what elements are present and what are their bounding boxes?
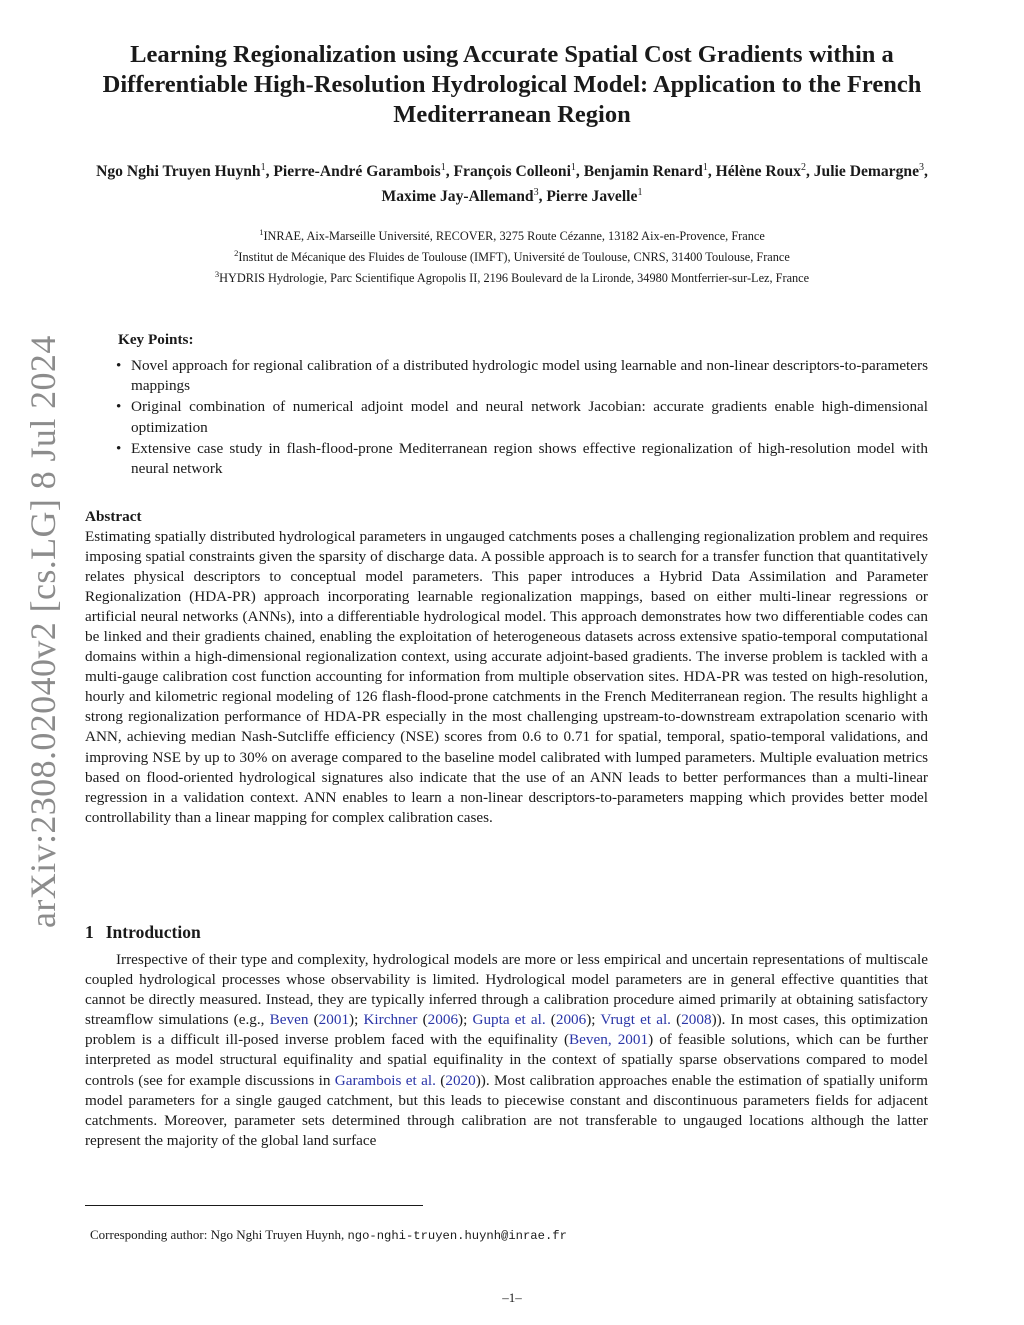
footnote-label: Corresponding author: Ngo Nghi Truyen Huynh, — [90, 1227, 348, 1242]
intro-text: ); — [458, 1011, 473, 1029]
key-point-item — [116, 439, 928, 479]
footnote — [90, 1227, 567, 1243]
author-affiliation-marker: 1 — [260, 162, 266, 173]
author-affiliation-marker: 1 — [702, 162, 708, 173]
key-point-item — [116, 356, 928, 396]
intro-text: ( — [670, 1011, 682, 1029]
citation-link[interactable]: 2008 — [681, 1011, 712, 1029]
key-points-heading: Key Points: — [118, 331, 194, 348]
footnote-divider — [85, 1205, 423, 1206]
affiliation-text: Institut de Mécanique des Fluides de Toulouse (IMFT), Université de Toulouse, CNRS, 31400 Toulouse, France — [238, 250, 790, 265]
affiliation-text: HYDRIS Hydrologie, Parc Scientifique Agropolis II, 2196 Boulevard de la Lironde, 34980 Montferrier-sur-Lez, France — [219, 271, 810, 286]
intro-text: ( — [435, 1071, 446, 1089]
key-points-list — [116, 356, 928, 480]
key-point-item — [116, 397, 928, 437]
author-affiliation-marker: 3 — [919, 162, 924, 173]
author-affiliation-marker: 1 — [440, 162, 446, 173]
intro-text: ); — [349, 1011, 364, 1029]
author-name: Julie Demargne — [813, 163, 919, 181]
citation-link[interactable]: 2001 — [318, 1011, 350, 1029]
bullet-icon: • — [116, 398, 122, 416]
affiliation-text: INRAE, Aix-Marseille Université, RECOVER, 3275 Route Cézanne, 13182 Aix-en-Provence, France — [263, 229, 765, 244]
author-affiliation-marker: 3 — [533, 187, 539, 199]
intro-text: ( — [417, 1011, 428, 1029]
citation-link[interactable]: 2020 — [445, 1071, 476, 1089]
affiliation-line — [60, 266, 964, 287]
section-title: Introduction — [105, 922, 201, 942]
section-number: 1 — [85, 922, 94, 942]
citation-link[interactable]: Beven — [269, 1011, 309, 1029]
abstract-text: Estimating spatially distributed hydrological parameters in ungauged catchments poses a challenging regionalization problem and requires imposing spatial constraints given the sparsity of discharge data. A possible approach is to search for a transfer function that quantitatively relates physical descriptors to conceptual model parameters. This paper introduces a Hybrid Data Assimilation and Parameter Regionalization (HDA-PR) approach incorporating learnable regionalization mappings, based on either multi-linear regressions or artificial neural networks (ANNs), into a differentiable hydrological model. This approach demonstrates how two differentiable codes can be linked and their gradients chained, enabling the exploitation of heterogeneous datasets across extensive spatio-temporal computational domains within a high-dimensional regionalization context, using accurate adjoint-based gradients. The inverse problem is tackled with a multi-gauge calibration cost function accounting for information from multiple observation sites. HDA-PR was tested on high-resolution, hourly and kilometric regional modeling of 126 flash-flood-prone catchments in the French Mediterranean region. The results highlight a strong regionalization performance of HDA-PR especially in the most challenging upstream-to-downstream extrapolation scenario with ANN, achieving median Nash-Sutcliffe efficiency (NSE) scores from 0.6 to 0.71 for spatial, temporal, spatio-temporal validations, and improving NSE by up to 30% on average compared to the baseline model calibrated with lumped parameters. Multiple evaluation metrics based on flood-oriented hydrological signatures also indicate that the use of an ANN leads to better performances than a multi-linear regression in a validation context. ANN enables to learn a non-linear descriptors-to-parameters mapping which provides better model controllability than a linear mapping for complex calibration cases. — [85, 528, 928, 826]
citation-link[interactable]: Beven, 2001 — [569, 1031, 649, 1049]
paper-title: Learning Regionalization using Accurate Spatial Cost Gradients within a Differentiable High-Resolution Hydrological Model: Application to the French Mediterranean Region — [102, 41, 922, 128]
author-list: Ngo Nghi Truyen Huynh$^1$, Pierre-André Garambois$^1$, François Colleoni$^1$, Benjamin Renard$^1$, Hélène Roux$^2$, Julie Demargne$^3$, Maxime Jay-Allemand$^3$, Pierre Javelle$^1$ — [96, 162, 928, 206]
citation-link[interactable]: Kirchner — [363, 1011, 418, 1029]
key-point-text: Extensive case study in flash-flood-prone Mediterranean region shows effective regionalization of high-resolution model with neural network — [131, 439, 928, 478]
intro-text: )). In most cases, this optimization problem is a difficult ill-posed inverse problem faced with the equifinality ( — [85, 1011, 929, 1049]
author-name: Maxime Jay-Allemand — [381, 188, 534, 206]
affiliation-number: 3 — [214, 269, 220, 280]
abstract-heading: Abstract — [85, 508, 142, 525]
author-affiliation-marker: 1 — [570, 162, 576, 173]
author-name: Benjamin Renard — [583, 163, 703, 181]
affiliation-number: 1 — [259, 227, 264, 237]
affiliation-list — [60, 224, 964, 287]
author-name: Pierre Javelle — [546, 188, 638, 206]
page-number: –1– — [502, 1290, 522, 1305]
intro-text: ) of feasible solutions, which can be further interpreted as model structural equifinality and spatial equifinality in the context of spatially sparse observations compared to model controls (see for example discussions in — [85, 1031, 928, 1089]
affiliation-line — [60, 224, 964, 245]
author-affiliation-marker: 1 — [637, 187, 643, 199]
citation-link[interactable]: 2006 — [555, 1011, 587, 1029]
author-email-link[interactable]: ngo-nghi-truyen.huynh@inrae.fr — [347, 1229, 567, 1243]
key-point-text: Original combination of numerical adjoint model and neural network Jacobian: accurate gradients enable high-dimensional optimization — [131, 398, 928, 436]
bullet-icon: • — [116, 439, 122, 457]
intro-text: ( — [308, 1011, 319, 1029]
author-name: Ngo Nghi Truyen Huynh — [96, 163, 261, 181]
citation-link[interactable]: Vrugt et al. — [600, 1011, 671, 1029]
intro-text: )). Most calibration approaches enable the estimation of spatially uniform model parameters for a single gauged catchment, but this leads to piecewise constant and discontinuous parameters fields for adjacent catchments. Moreover, parameter sets determined through calibration are not transferable to ungauged locations although the latter represent the majority of the global land surface — [85, 1071, 928, 1149]
citation-link[interactable]: 2006 — [427, 1011, 459, 1029]
citation-link[interactable]: Gupta et al. — [472, 1011, 546, 1029]
intro-text: ); — [586, 1011, 601, 1029]
introduction-paragraph — [85, 950, 928, 1151]
author-name: Pierre-André Garambois — [273, 163, 441, 181]
author-name: François Colleoni — [453, 163, 571, 181]
section-heading-introduction — [85, 922, 201, 943]
affiliation-line — [60, 245, 964, 266]
author-name: Hélène Roux — [715, 163, 801, 181]
key-point-text: Novel approach for regional calibration of a distributed hydrologic model using learnable and non-linear descriptors-to-parameters mappings — [131, 357, 928, 395]
affiliation-number: 2 — [234, 248, 239, 259]
intro-text: ( — [545, 1011, 556, 1029]
author-affiliation-marker: 2 — [800, 162, 806, 173]
bullet-icon: • — [116, 357, 122, 374]
citation-link[interactable]: Garambois et al. — [334, 1071, 436, 1089]
arxiv-identifier[interactable]: arXiv:2308.02040v2 [cs.LG] 8 Jul 2024 — [23, 335, 63, 928]
intro-text: Irrespective of their type and complexity, hydrological models are more or less empirical and uncertain representations of multiscale coupled hydrological processes whose observability is limited. Hydrological model parameters are in general effective quantities that cannot be directly measured. Instead, they are typically inferred through a calibration procedure aimed primarily at obtaining satisfactory streamflow simulations (e.g., — [85, 951, 928, 1029]
